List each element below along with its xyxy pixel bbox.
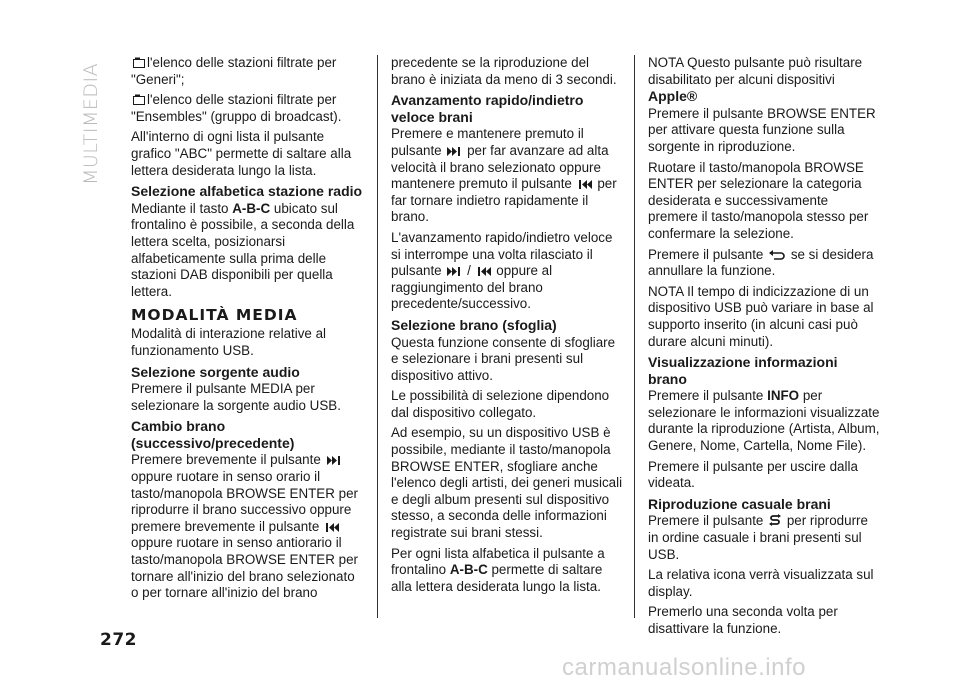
paragraph: precedente se la riproduzione del brano è iniziata da meno di 3 secondi. xyxy=(391,55,617,87)
paragraph: All'interno di ogni lista il pulsante grafico "ABC" permette di saltare alla lettera desiderata lungo la lista. xyxy=(131,129,352,178)
previous-track-icon xyxy=(477,267,491,276)
page-number: 272 xyxy=(100,630,137,650)
paragraph: Premere il pulsante BROWSE ENTER per attivare questa funzione sulla sorgente in riproduzione. xyxy=(648,105,876,154)
column-1 xyxy=(131,55,363,606)
heading: Selezione sorgente audio xyxy=(131,363,300,380)
paragraph: L'avanzamento rapido/indietro veloce si interrompe una volta rilasciato il pulsante / oppure al raggiungimento del brano precedente/successivo. xyxy=(391,229,613,312)
note: NOTA Questo pulsante può risultare disabilitato per alcuni dispositivi xyxy=(648,55,863,87)
bullet-item: l'elenco delle stazioni filtrate per "Ensembles" (gruppo di broadcast). xyxy=(131,92,342,124)
heading: Selezione alfabetica stazione radio xyxy=(131,183,363,200)
shuffle-icon xyxy=(769,514,781,526)
previous-track-icon xyxy=(325,523,339,532)
heading: Avanzamento rapido/indietro veloce brani xyxy=(391,92,584,125)
paragraph: Modalità di interazione relative al funzionamento USB. xyxy=(131,326,327,358)
next-track-icon xyxy=(447,147,461,156)
paragraph: Ad esempio, su un dispositivo USB è possibile, mediante il tasto/manopola BROWSE ENTER, sfogliare anche l'elenco degli artisti, dei generi musicali e degli album presenti sul dispositivo stesso, a seconda delle informazioni registrate sui brani stessi. xyxy=(391,425,623,541)
paragraph: Per ogni lista alfabetica il pulsante a frontalino A-B-C permette di saltare alla lettera desiderata lungo la lista. xyxy=(391,545,605,594)
heading: Apple® xyxy=(648,88,698,105)
paragraph: Le possibilità di selezione dipendono dal dispositivo collegato. xyxy=(391,388,610,420)
heading: Visualizzazione informazioni brano xyxy=(648,354,838,387)
abc-key: A-B-C xyxy=(449,562,488,578)
paragraph: La relativa icona verrà visualizzata sul display. xyxy=(648,567,874,599)
next-track-icon xyxy=(327,456,341,465)
next-track-icon xyxy=(447,267,461,276)
paragraph: Ruotare il tasto/manopola BROWSE ENTER per selezionare la categoria desiderata e successivamente premere il tasto/manopola stesso per confermare la selezione. xyxy=(648,159,869,241)
paragraph: Premere e mantenere premuto il pulsante per far avanzare ad alta velocità il brano selezionato oppure mantenere premuto il pulsante per far tornare indietro rapidamente il brano. xyxy=(391,126,617,225)
column-2 xyxy=(391,55,623,599)
heading: Selezione brano (sfoglia) xyxy=(391,316,557,333)
bullet-item: l'elenco delle stazioni filtrate per "Generi"; xyxy=(131,55,337,87)
column-3 xyxy=(648,55,880,642)
note: NOTA Il tempo di indicizzazione di un dispositivo USB può variare in base al supporto inserito (in alcuni casi può durare alcuni minuti). xyxy=(648,283,874,349)
list-folder-icon xyxy=(133,94,145,105)
paragraph: Questa funzione consente di sfogliare e selezionare i brani presenti sul dispositivo attivo. xyxy=(391,334,616,383)
heading: Cambio brano (successivo/precedente) xyxy=(131,418,295,451)
paragraph: Premere il pulsante per riprodurre in ordine casuale i brani presenti sul USB. xyxy=(648,513,868,562)
paragraph: Premere il pulsante per uscire dalla videata. xyxy=(648,458,858,491)
column-divider xyxy=(377,55,378,618)
paragraph: Mediante il tasto A-B-C ubicato sul frontalino è possibile, a seconda della lettera scelta, posizionarsi alfabeticamente sulla prima delle stazioni DAB disponibili per quella lettera. xyxy=(131,200,355,299)
abc-key: A-B-C xyxy=(232,200,271,216)
paragraph: Premere il pulsante INFO per selezionare le informazioni visualizzate durante la riproduzione (Artista, Album, Genere, Nome, Cartella, Nome File). xyxy=(648,388,880,454)
back-arrow-icon xyxy=(769,250,785,260)
paragraph: Premere il pulsante MEDIA per selezionare la sorgente audio USB. xyxy=(131,381,341,413)
section-heading: MODALITÀ MEDIA xyxy=(131,306,298,325)
paragraph: Premere il pulsante se si desidera annullare la funzione. xyxy=(648,246,874,279)
section-label: MULTIMEDIA xyxy=(80,62,102,185)
previous-track-icon xyxy=(578,180,592,189)
heading: Riproduzione casuale brani xyxy=(648,495,831,512)
info-key: INFO xyxy=(767,388,800,404)
paragraph: Premere brevemente il pulsante oppure ruotare in senso orario il tasto/manopola BROWSE ENTER per riprodurre il brano successivo oppure premere brevemente il pulsante oppure ruotare in senso antiorario il tasto/manopola BROWSE ENTER per tornare all'inizio del brano selezionato o per tornare all'inizio del brano xyxy=(131,452,358,601)
column-divider xyxy=(634,55,635,618)
watermark: carmanualsonline.info xyxy=(562,654,806,681)
list-folder-icon xyxy=(133,57,145,68)
paragraph: Premerlo una seconda volta per disattivare la funzione. xyxy=(648,604,838,636)
